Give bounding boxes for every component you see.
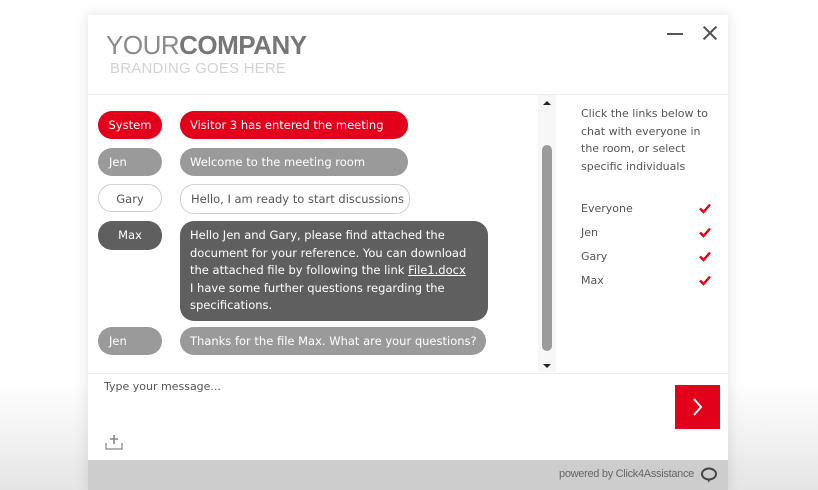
participant-label: Jen: [581, 226, 598, 239]
message-bubble: Visitor 3 has entered the meeting: [180, 111, 408, 139]
sender-badge: Max: [98, 221, 162, 250]
chat-scrollbar[interactable]: [538, 95, 556, 372]
message-bubble: Hello, I am ready to start discussions: [180, 184, 410, 214]
logo-company: COMPANY: [179, 30, 307, 60]
company-logo: [106, 32, 307, 58]
upload-icon[interactable]: [104, 432, 124, 452]
scroll-up-icon[interactable]: [543, 101, 551, 105]
participant-max[interactable]: [581, 271, 711, 291]
participant-gary[interactable]: [581, 247, 711, 267]
message-text: I have some further questions regarding the specifications.: [190, 280, 445, 312]
participants-panel: [557, 95, 728, 372]
sender-badge: System: [98, 111, 162, 139]
participant-jen[interactable]: [581, 223, 711, 243]
sender-badge: Jen: [98, 327, 162, 355]
chevron-right-icon: [675, 385, 720, 429]
send-button[interactable]: [675, 385, 720, 429]
participant-label: Gary: [581, 250, 608, 263]
participants-instructions: Click the links below to chat with everyone in the room, or select specific individuals: [581, 107, 709, 173]
footer: [88, 460, 728, 490]
file-link[interactable]: File1.docx: [408, 263, 466, 277]
message-bubble: [180, 221, 488, 321]
logo-tagline: BRANDING GOES HERE: [110, 60, 287, 77]
scroll-thumb[interactable]: [542, 145, 552, 351]
message-list: [88, 95, 538, 372]
chat-bubble-icon: [700, 466, 718, 484]
participant-label: Max: [581, 274, 604, 287]
chat-window: [88, 15, 728, 490]
scroll-down-icon[interactable]: [543, 364, 551, 368]
message-text: Hello Jen and Gary, please find attached the document for your reference. You can download the attached file by following the link: [190, 228, 467, 277]
message-bubble: Welcome to the meeting room: [180, 148, 408, 176]
compose-area: [88, 373, 728, 460]
logo-your: YOUR: [106, 30, 180, 60]
minimize-icon[interactable]: [666, 25, 684, 43]
checkmark-icon: [699, 226, 711, 238]
checkmark-icon: [699, 202, 711, 214]
sender-badge: Jen: [98, 148, 162, 176]
sender-badge: Gary: [98, 184, 162, 212]
message-bubble: Thanks for the file Max. What are your questions?: [180, 327, 486, 355]
participant-everyone[interactable]: [581, 199, 711, 219]
message-input[interactable]: [104, 380, 664, 420]
powered-by-text: powered by Click4Assistance: [559, 468, 694, 480]
participant-label: Everyone: [581, 202, 633, 215]
checkmark-icon: [699, 274, 711, 286]
close-icon[interactable]: [700, 23, 720, 43]
checkmark-icon: [699, 250, 711, 262]
header: [88, 15, 728, 95]
